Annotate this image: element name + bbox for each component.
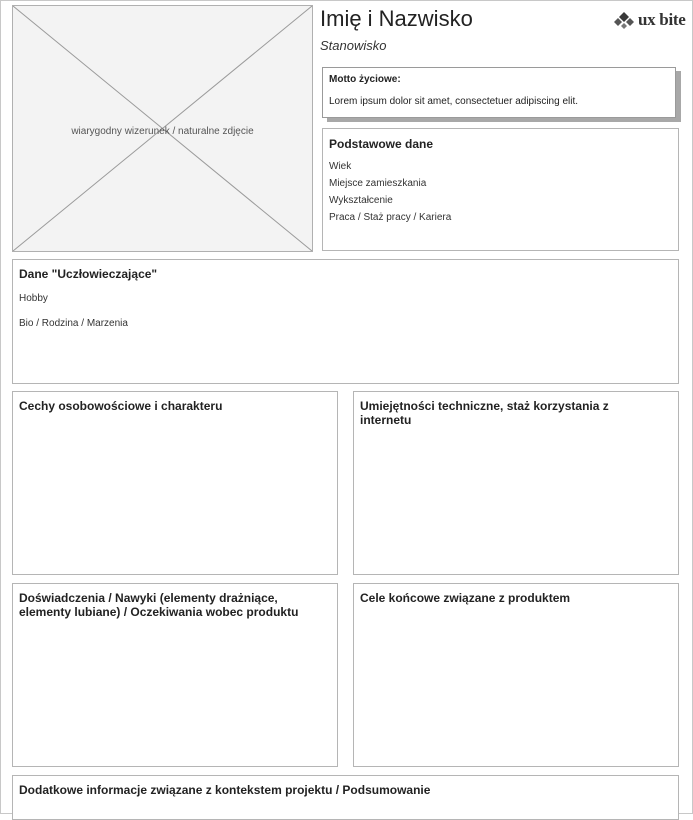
motto-box <box>322 67 676 118</box>
photo-placeholder <box>12 5 313 252</box>
humanizing-data-title: Dane "Uczłowieczające" <box>19 267 158 281</box>
extra-info-title: Dodatkowe informacje związane z kontekstem projektu / Podsumowanie <box>19 783 431 797</box>
persona-name: Imię i Nazwisko <box>320 6 473 31</box>
persona-role: Stanowisko <box>320 38 387 53</box>
motto-text: Lorem ipsum dolor sit amet, consectetuer adipiscing elit. <box>329 96 579 107</box>
basic-data-title: Podstawowe dane <box>329 137 434 151</box>
extra-info-box <box>12 775 679 820</box>
logo-text: ux bite <box>638 10 686 29</box>
basic-data-box <box>322 128 679 251</box>
tech-skills-title: Umiejętności techniczne, staż korzystania z internetu <box>360 399 609 427</box>
basic-data-residence: Miejsce zamieszkania <box>329 178 427 189</box>
goals-title: Cele końcowe związane z produktem <box>360 591 571 605</box>
diamond-cluster-icon <box>613 11 635 29</box>
basic-data-education: Wykształcenie <box>329 195 393 206</box>
humanizing-data-box <box>12 259 679 384</box>
logo <box>613 8 686 32</box>
basic-data-career: Praca / Staż pracy / Kariera <box>329 212 452 223</box>
traits-title: Cechy osobowościowe i charakteru <box>19 399 223 413</box>
experience-title: Doświadczenia / Nawyki (elementy drażniące, elementy lubiane) / Oczekiwania wobec produktu <box>19 591 299 619</box>
photo-label: wiarygodny wizerunek / naturalne zdjęcie <box>71 126 254 137</box>
basic-data-age: Wiek <box>329 161 352 172</box>
traits-box <box>12 391 338 575</box>
motto-title: Motto życiowe: <box>329 74 401 85</box>
humanizing-hobby: Hobby <box>19 293 48 304</box>
tech-skills-box <box>353 391 679 575</box>
experience-box <box>12 583 338 767</box>
goals-box <box>353 583 679 767</box>
humanizing-bio: Bio / Rodzina / Marzenia <box>19 318 128 329</box>
